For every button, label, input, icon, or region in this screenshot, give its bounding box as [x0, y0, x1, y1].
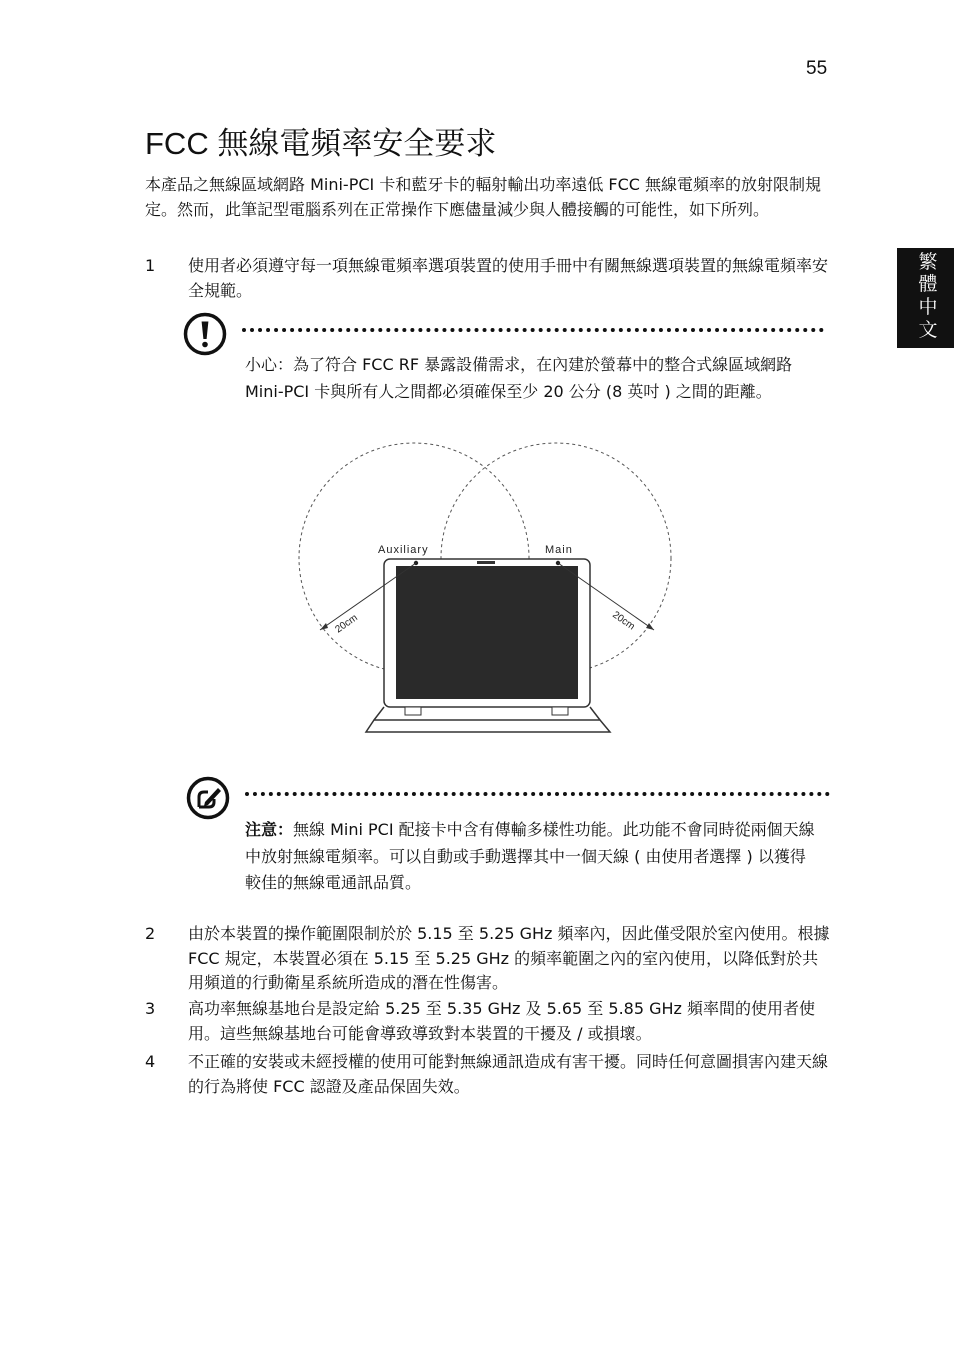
caution-label: 小心： [245, 355, 294, 374]
laptop-base [366, 720, 610, 732]
page-number: 55 [806, 58, 828, 79]
list-item-number: 3 [145, 999, 156, 1018]
arrow-head [320, 623, 328, 630]
laptop-screen [396, 566, 578, 699]
main-label: Main [545, 544, 573, 556]
caution-divider [242, 328, 824, 332]
list-item-text: 高功率無線基地台是設定給 5.25 至 5.35 GHz 及 5.65 至 5.85 GHz 頻率間的使用者使用。這些無線基地台可能會導致導致對本裝置的干擾及 / 或損壞。 [188, 999, 816, 1043]
caution-body: 為了符合 FCC RF 暴露設備需求，在內建於螢幕中的整合式線區域網路 Mini-PCI 卡與所有人之間都必須確保至少 20 公分 (8 英吋 ) 之間的距離。 [245, 355, 793, 401]
list-item-text: 不正確的安裝或未經授權的使用可能對無線通訊造成有害干擾。同時任何意圖損害內建天線的行為將使 FCC 認證及產品保固失效。 [188, 1052, 829, 1096]
left-distance-label: 20cm [333, 612, 360, 636]
right-distance-label: 20cm [610, 609, 637, 633]
language-tab-char: 中 [918, 296, 938, 318]
note-text [245, 817, 820, 897]
list-item-number: 2 [145, 924, 156, 943]
language-tab-char: 體 [918, 273, 938, 295]
note-icon [185, 775, 231, 821]
language-tab-char: 文 [918, 319, 938, 341]
laptop-hinge [552, 707, 568, 715]
intro-paragraph: 本產品之無線區域網路 Mini-PCI 卡和藍牙卡的輻射輸出功率遠低 FCC 無線電頻率的放射限制規定。然而，此筆記型電腦系列在正常操作下應儘量減少與人體接觸的可能性，如下所列。 [145, 175, 822, 219]
page-title: FCC 無線電頻率安全要求 [145, 126, 497, 161]
caution-text [245, 352, 815, 405]
note-body: 無線 Mini PCI 配接卡中含有傳輸多樣性功能。此功能不會同時從兩個天線中放射無線電頻率。可以自動或手動選擇其中一個天線 ( 由使用者選擇 ) 以獲得較佳的無線電通訊品質。 [245, 820, 815, 892]
language-tab-char: 繁 [918, 251, 938, 273]
laptop-hinge [405, 707, 421, 715]
arrow-head [646, 623, 654, 630]
note-divider [245, 792, 830, 796]
note-label: 注意： [245, 820, 294, 839]
language-tab [897, 248, 954, 348]
list-item-number: 1 [145, 256, 156, 275]
antenna-diagram [290, 440, 690, 740]
list-item-text: 使用者必須遵守每一項無線電頻率選項裝置的使用手冊中有關無線選項裝置的無線電頻率安全規範。 [188, 256, 829, 300]
caution-icon [182, 311, 228, 357]
laptop-webcam [477, 561, 495, 564]
list-item-number: 4 [145, 1052, 156, 1071]
list-item-text: 由於本裝置的操作範圍限制於於 5.15 至 5.25 GHz 頻率內，因此僅受限於室內使用。根據 FCC 規定，本裝置必須在 5.15 至 5.25 GHz 的頻率範圍之內的室內使用，以降低對於共用頻道的行動衛星系統所造成的潛在性傷害。 [188, 924, 830, 992]
auxiliary-label: Auxiliary [378, 544, 429, 556]
